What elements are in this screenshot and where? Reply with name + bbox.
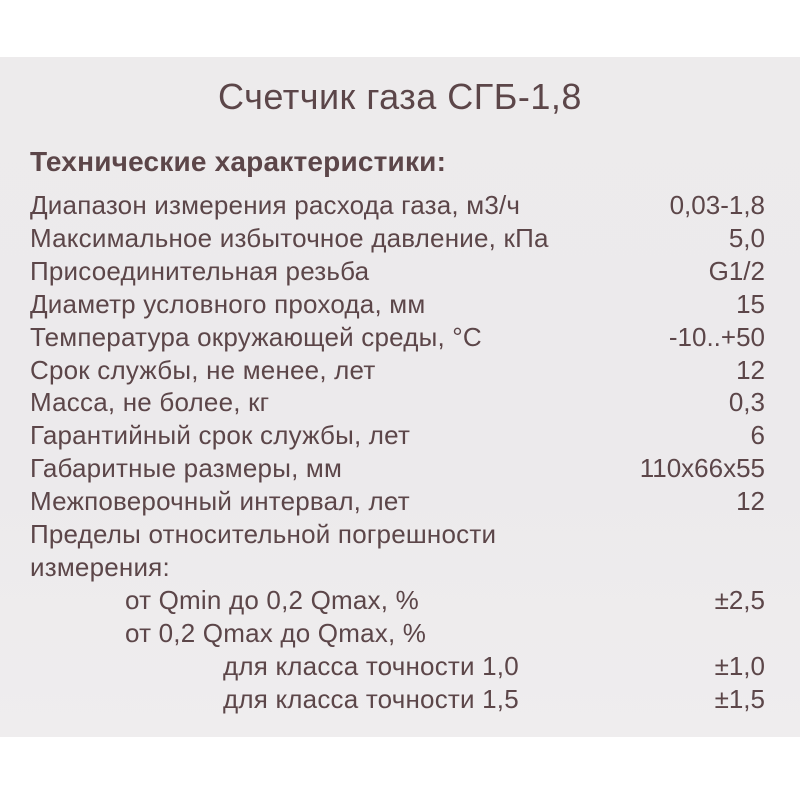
spec-label: для класса точности 1,0 [223,650,519,681]
spec-value: -10..+50 [668,321,765,352]
spec-row [30,255,765,288]
spec-row [30,650,765,683]
spec-label: Гарантийный срок службы, лет [30,420,411,451]
spec-label: Температура окружающей среды, °С [30,321,482,352]
spec-label: Масса, не более, кг [30,387,270,418]
spec-row [30,189,765,222]
spec-value: 0,03-1,8 [669,190,765,220]
spec-value: 0,3 [728,387,765,418]
spec-row [30,321,765,354]
spec-value: 110x66x55 [639,453,765,484]
spec-row [30,354,765,387]
spec-row [30,452,765,485]
spec-value: G1/2 [708,255,765,286]
spec-row [30,584,765,617]
spec-row [30,288,765,321]
spec-label: Пределы относительной погрешности измерения: [30,519,497,582]
spec-value: 6 [750,420,765,451]
spec-value: ±2,5 [714,584,765,615]
spec-label: Максимальное избыточное давление, кПа [30,222,549,253]
spec-value: 12 [736,486,765,517]
spec-row [30,617,765,650]
section-heading: Технические характеристики: [30,146,447,177]
spec-value: ±1,5 [714,683,765,714]
spec-label: Срок службы, не менее, лет [30,354,376,385]
spec-label: Габаритные размеры, мм [30,453,343,484]
spec-label: Присоединительная резьба [30,255,370,286]
spec-value: ±1,0 [714,650,765,681]
spec-value: 5,0 [728,222,765,253]
spec-label: от Qmin до 0,2 Qmax, % [125,584,419,615]
spec-label: Диаметр условного прохода, мм [30,288,426,319]
spec-value: 12 [736,354,765,385]
spec-row [30,386,765,419]
spec-row [30,419,765,452]
spec-label: от 0,2 Qmax до Qmax, % [125,617,427,648]
spec-row [30,518,765,584]
spec-row [30,485,765,518]
spec-label: Межповерочный интервал, лет [30,486,410,517]
spec-label: Диапазон измерения расхода газа, м3/ч [30,190,521,220]
spec-label: для класса точности 1,5 [223,683,519,714]
spec-sheet-panel [0,57,800,737]
spec-table [0,189,800,716]
product-title: Счетчик газа СГБ-1,8 [218,76,582,117]
spec-value: 15 [736,288,765,319]
spec-row [30,222,765,255]
spec-row [30,683,765,716]
